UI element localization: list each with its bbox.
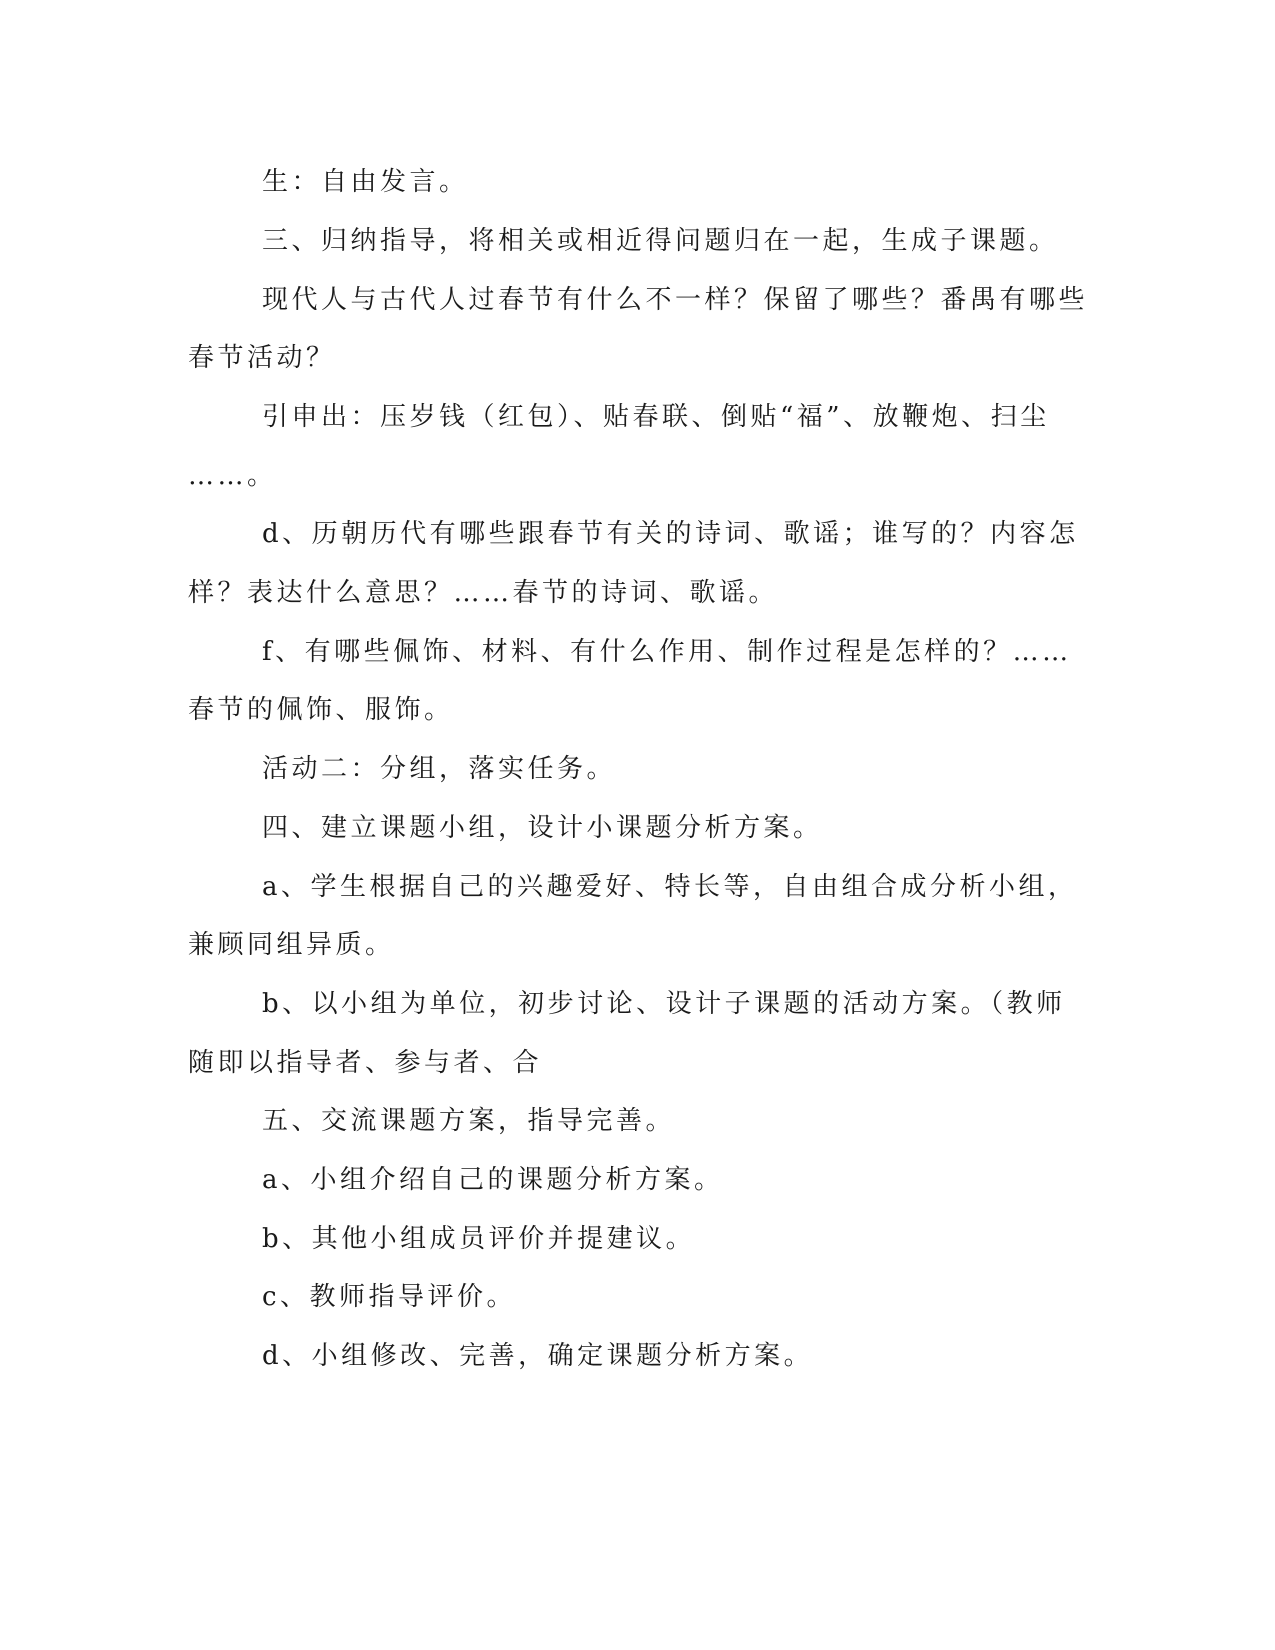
text-line: b、其他小组成员评价并提建议。	[262, 1224, 696, 1254]
text-line: 春节的佩饰、服饰。	[188, 695, 454, 725]
text-line: a、学生根据自己的兴趣爱好、特长等，自由组合成分析小组，	[262, 872, 1078, 902]
text-line: d、小组修改、完善，确定课题分析方案。	[262, 1341, 814, 1371]
text-line: c、教师指导评价。	[262, 1282, 517, 1312]
text-line: 春节活动？	[188, 343, 336, 373]
text-line: 四、建立课题小组，设计小课题分析方案。	[262, 813, 823, 843]
text-line: 五、交流课题方案，指导完善。	[262, 1106, 676, 1136]
text-line: f、有哪些佩饰、材料、有什么作用、制作过程是怎样的？……	[262, 637, 1072, 667]
text-line: 兼顾同组异质。	[188, 930, 395, 960]
text-line: 生：自由发言。	[262, 167, 469, 197]
text-line: 三、归纳指导，将相关或相近得问题归在一起，生成子课题。	[262, 226, 1059, 256]
text-line: b、以小组为单位，初步讨论、设计子课题的活动方案。（教师	[262, 989, 1066, 1019]
text-line: ……。	[188, 461, 277, 491]
text-line: 随即以指导者、参与者、合	[188, 1048, 543, 1078]
text-line: 活动二：分组，落实任务。	[262, 754, 617, 784]
text-line: 引申出：压岁钱（红包）、贴春联、倒贴“福”、放鞭炮、扫尘	[262, 402, 1050, 432]
text-line: d、历朝历代有哪些跟春节有关的诗词、歌谣；谁写的？内容怎	[262, 519, 1079, 549]
text-line: 样？表达什么意思？……春节的诗词、歌谣。	[188, 578, 779, 608]
text-line: a、小组介绍自己的课题分析方案。	[262, 1165, 724, 1195]
text-line: 现代人与古代人过春节有什么不一样？保留了哪些？番禺有哪些	[262, 285, 1089, 315]
